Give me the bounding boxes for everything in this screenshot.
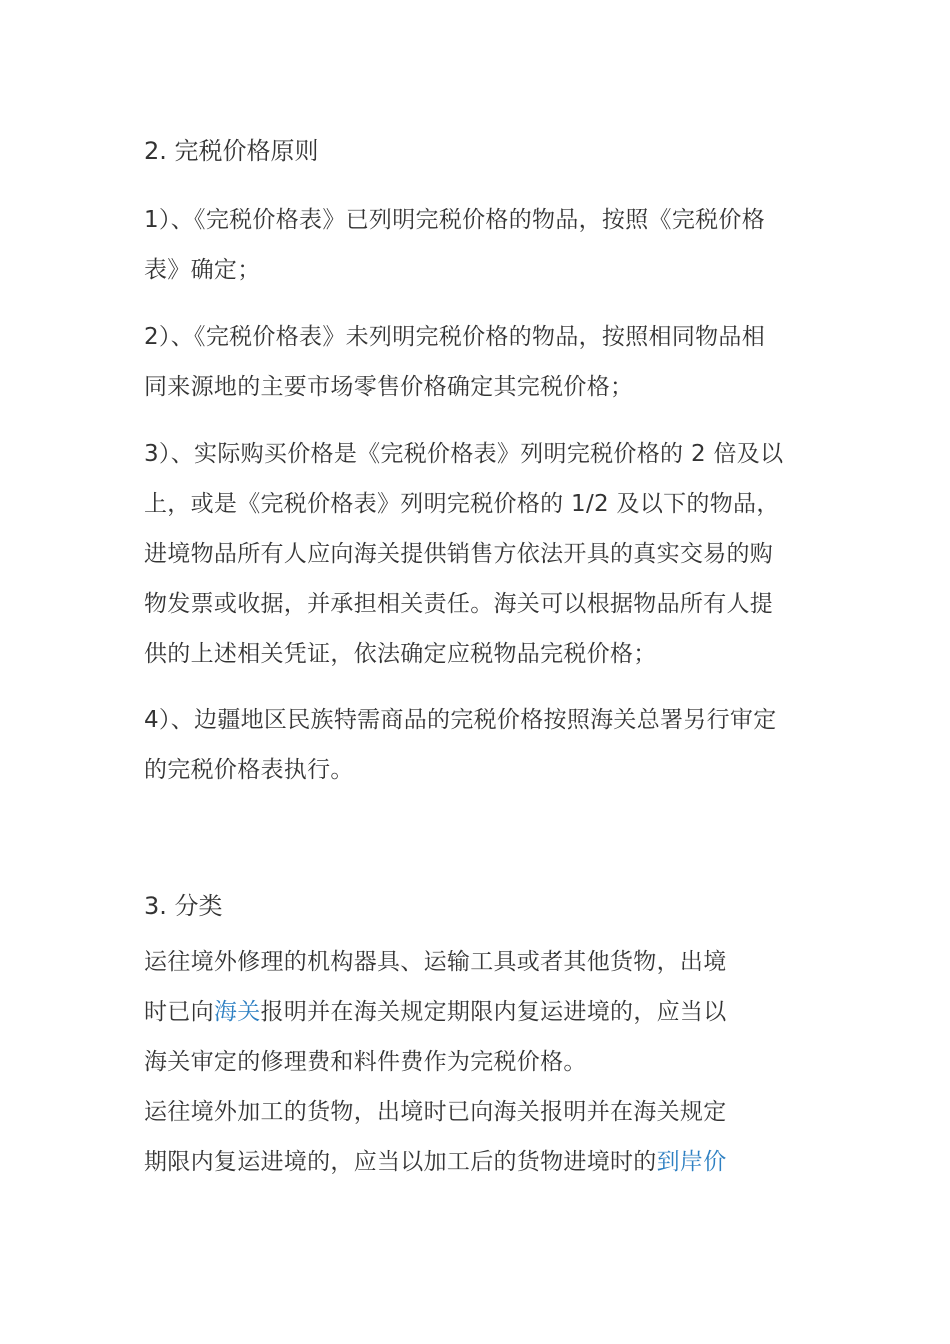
text-line: 表》确定； xyxy=(144,257,261,283)
section-2-item-4 xyxy=(144,695,812,795)
customs-link[interactable]: 海关 xyxy=(213,999,261,1025)
text-line: 物发票或收据，并承担相关责任。海关可以根据物品所有人提 xyxy=(144,591,774,617)
text-line: 进境物品所有人应向海关提供销售方依法开具的真实交易的购 xyxy=(144,541,774,567)
text-segment: 期限内复运进境的，应当以加工后的货物进境时的 xyxy=(144,1149,657,1175)
text-segment: 报明并在海关规定期限内复运进境的，应当以 xyxy=(260,999,727,1025)
text-line xyxy=(144,1137,812,1187)
section-3-paragraph-1 xyxy=(144,937,812,1087)
text-segment: 时已向 xyxy=(144,999,214,1025)
cif-price-link[interactable]: 到岸价 xyxy=(656,1149,727,1175)
text-line: 4）、边疆地区民族特需商品的完税价格按照海关总署另行审定 xyxy=(144,707,777,733)
text-line: 运往境外加工的货物，出境时已向海关报明并在海关规定 xyxy=(144,1099,727,1125)
section-3-paragraph-2 xyxy=(144,1087,812,1187)
section-3-heading: 3. 分类 xyxy=(144,892,223,920)
text-line: 的完税价格表执行。 xyxy=(144,757,354,783)
text-line: 2）、《完税价格表》未列明完税价格的物品，按照相同物品相 xyxy=(144,324,766,350)
text-line: 海关审定的修理费和料件费作为完税价格。 xyxy=(144,1049,587,1075)
text-line: 运往境外修理的机构器具、运输工具或者其他货物，出境 xyxy=(144,949,727,975)
section-2-item-3 xyxy=(144,429,812,679)
text-line xyxy=(144,987,812,1037)
text-line: 1）、《完税价格表》已列明完税价格的物品，按照《完税价格 xyxy=(144,207,766,233)
section-2-heading: 2. 完税价格原则 xyxy=(144,137,319,165)
section-2-item-1 xyxy=(144,195,812,295)
text-line: 同来源地的主要市场零售价格确定其完税价格； xyxy=(144,374,634,400)
text-line: 供的上述相关凭证，依法确定应税物品完税价格； xyxy=(144,641,657,667)
section-2-item-2 xyxy=(144,312,812,412)
text-line: 上，或是《完税价格表》列明完税价格的 1/2 及以下的物品， xyxy=(144,491,780,517)
text-line: 3）、实际购买价格是《完税价格表》列明完税价格的 2 倍及以 xyxy=(144,441,784,467)
